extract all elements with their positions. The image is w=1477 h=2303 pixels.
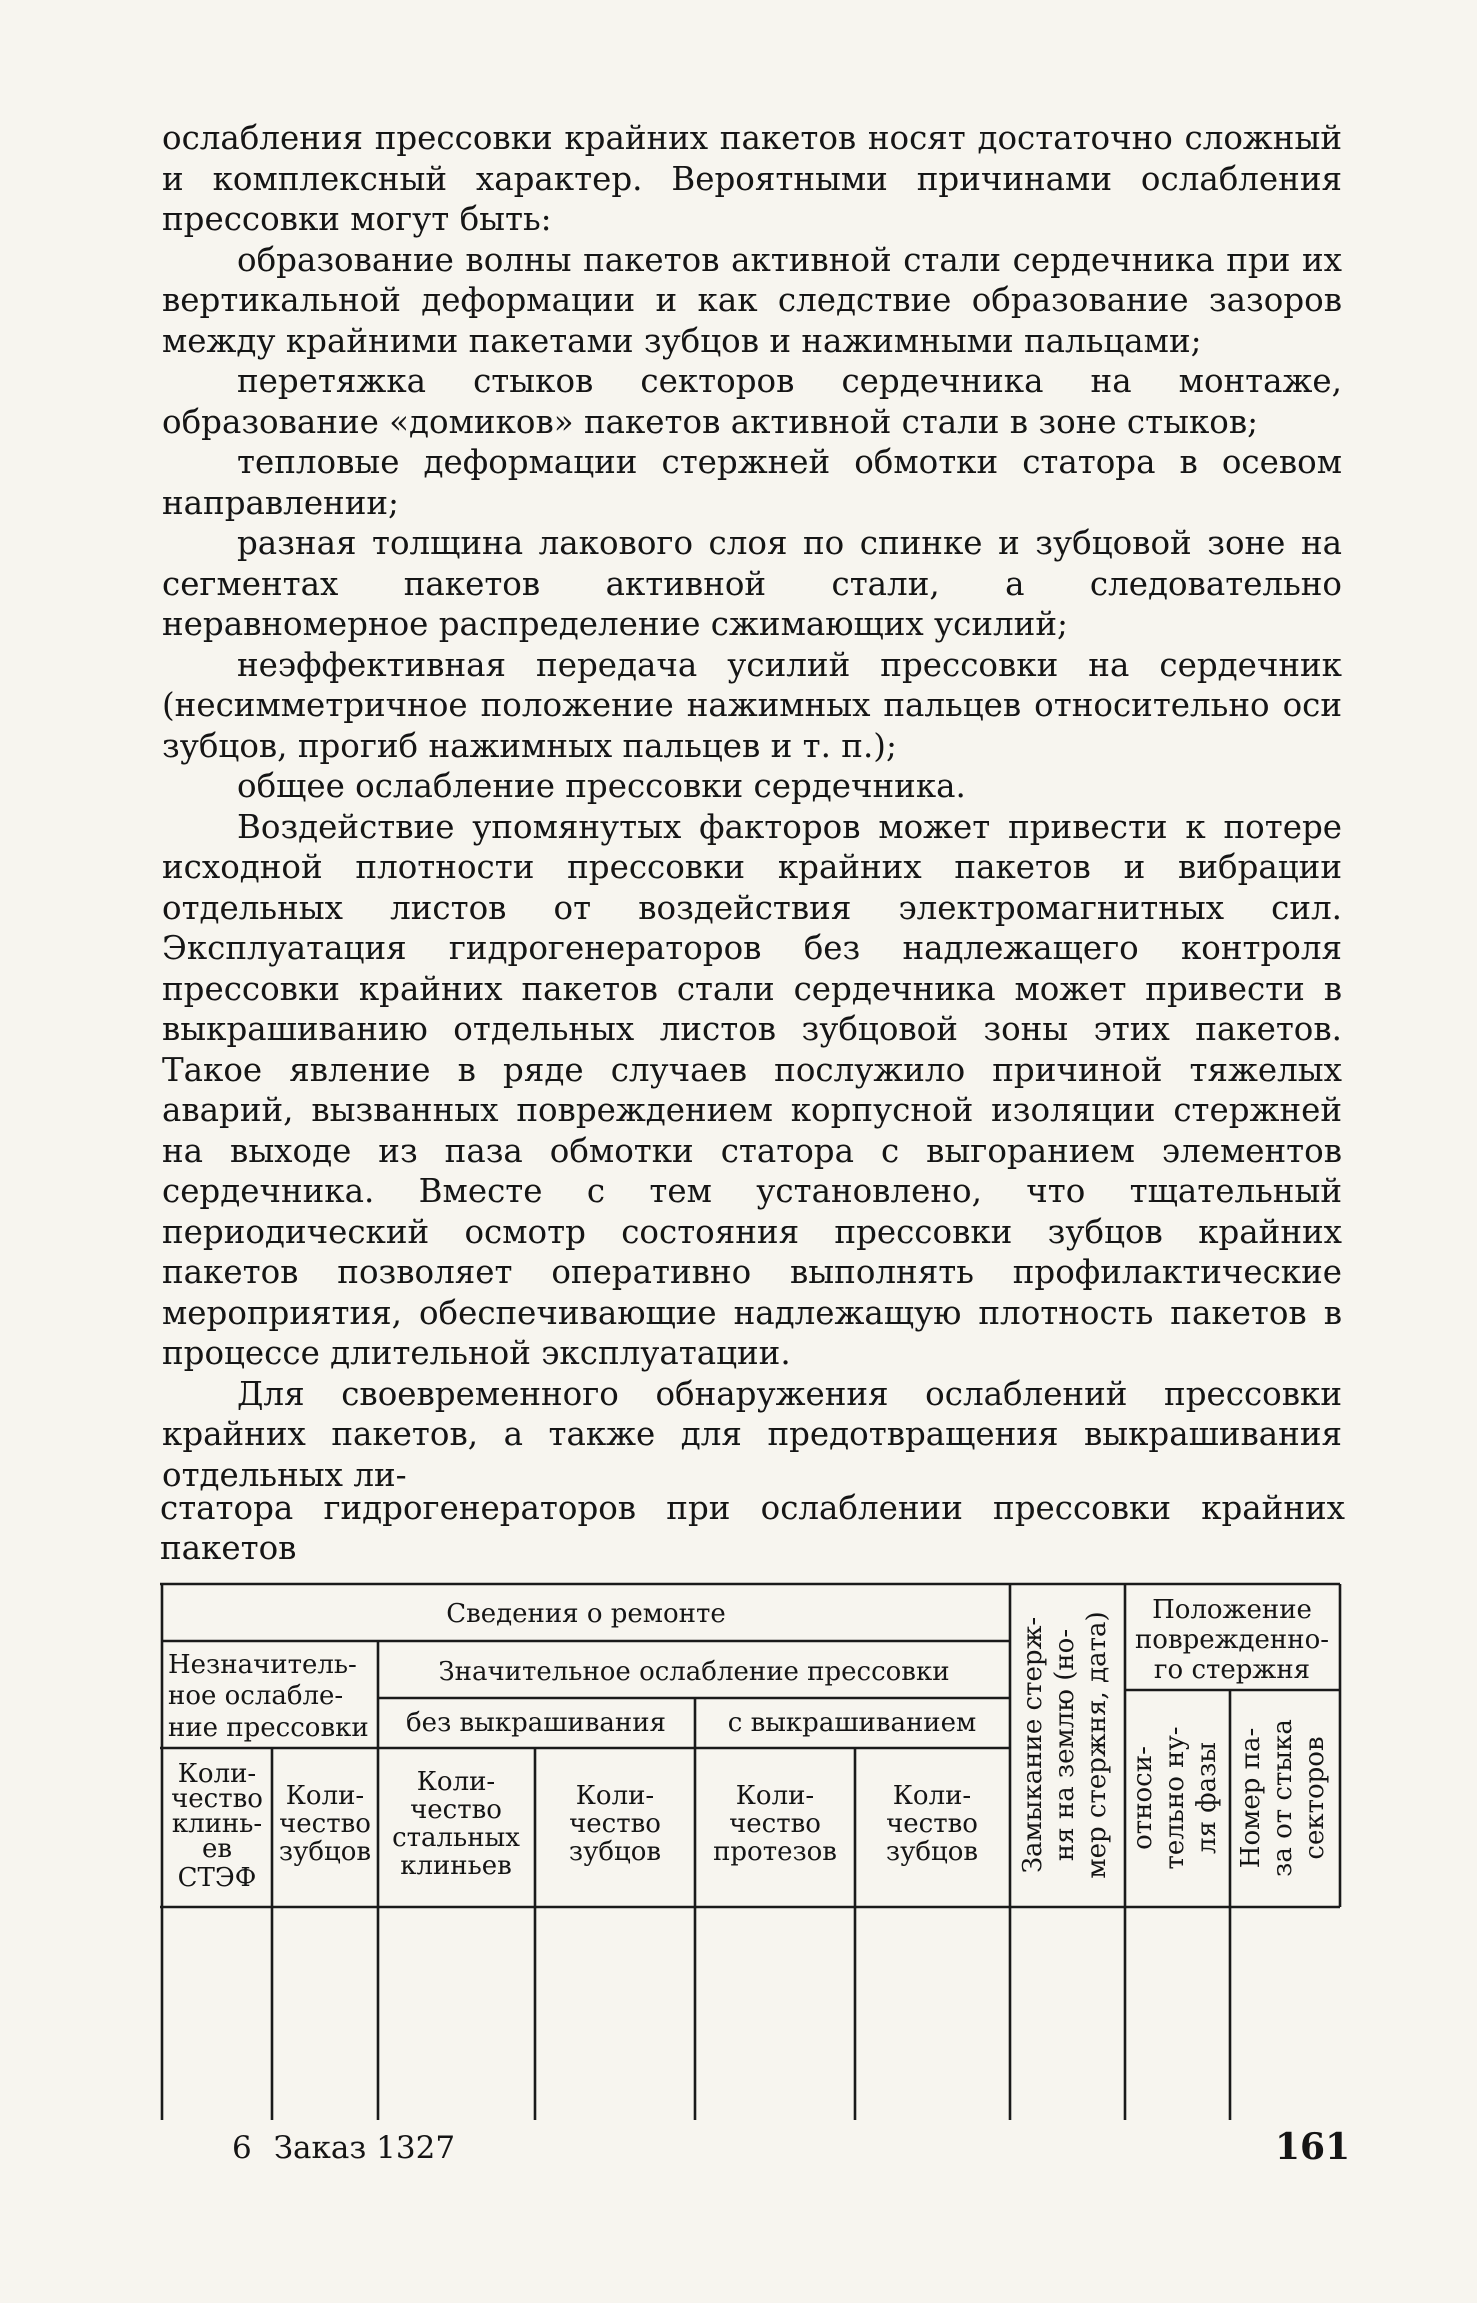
paragraph: Воздействие упомянутых факторов может привести к потере исходной плотности прессовки крайних пакетов и вибрации отдельных листов от воздействия электромагнитных сил. Эксплуатация гидрогенераторов без надлежащего контроля прессовки крайних пакетов стали сердечника может привести в выкрашиванию отдельных листов зубцовой зоны этих пакетов. Такое явление в ряде случаев послужило причиной тяжелых аварий, вызванных повреждением корпусной изоляции стержней на выходе из паза обмотки статора с выгоранием элементов сердечника. Вместе с тем установлено, что тщательный периодический осмотр состояния прессовки зубцов крайних пакетов позволяет оперативно выполнять профилактические мероприятия, обеспечивающие надлежащую плотность пакетов в процессе длительной эксплуатации.: [162, 807, 1342, 1372]
col-prostheses-line3: протезов: [713, 1837, 837, 1867]
col-teeth-a-line2: чество: [279, 1809, 371, 1839]
paragraph: разная толщина лакового слоя по спинке и зубцовой зоне на сегментах пакетов активной стали, а следовательно неравномерное распределение сжимающих усилий;: [162, 524, 1342, 643]
header-major: Значительное ослабление прессовки: [438, 1657, 950, 1687]
paragraph: общее ослабление прессовки сердечника.: [237, 767, 966, 805]
paragraph: перетяжка стыков секторов сердечника на монтаже, образование «домиков» пакетов активной стали в зоне стыков;: [162, 362, 1342, 441]
header-short-line3: мер стержня, дата): [1082, 1611, 1112, 1879]
header-position-line2: поврежденно-: [1134, 1625, 1330, 1655]
signature-number: 6: [232, 2130, 252, 2166]
table-caption: статора гидрогенераторов при ослаблении прессовки крайних пакетов: [160, 1489, 1345, 1567]
header-rel-phase-line2: тельно ну-: [1160, 1726, 1190, 1870]
col-teeth-c-line3: зубцов: [885, 1837, 979, 1867]
col-teeth-c-line1: Коли-: [892, 1781, 972, 1811]
header-chipping: с выкрашиванием: [727, 1708, 977, 1738]
col-teeth-b-line2: чество: [569, 1809, 661, 1839]
header-slot-num-line3: секторов: [1300, 1736, 1330, 1860]
order-label: Заказ: [273, 2130, 367, 2166]
col-teeth-a-line1: Коли-: [285, 1781, 365, 1811]
header-minor-line2: ное ослабле-: [168, 1681, 344, 1711]
header-repair-info: Сведения о ремонте: [446, 1599, 726, 1629]
header-position-line3: го стержня: [1153, 1655, 1311, 1685]
header-minor-line3: ние прессовки: [168, 1713, 369, 1743]
header-position-line1: Положение: [1152, 1595, 1312, 1625]
footer-signature: [232, 2130, 455, 2166]
header-slot-num-line2: за от стыка: [1268, 1719, 1298, 1877]
col-wedges-line5: СТЭФ: [177, 1863, 257, 1893]
header-rel-phase-line1: относи-: [1128, 1746, 1158, 1850]
col-prostheses-line1: Коли-: [735, 1781, 815, 1811]
col-teeth-c-line2: чество: [886, 1809, 978, 1839]
col-teeth-a-line3: зубцов: [278, 1837, 372, 1867]
col-steel-wedges-line1: Коли-: [416, 1767, 496, 1797]
col-wedges-line3: клинь-: [171, 1809, 263, 1839]
header-slot-num-line1: Номер па-: [1236, 1727, 1266, 1869]
col-wedges-line4: ев: [201, 1834, 233, 1864]
header-short-line2: ня на землю (но-: [1050, 1628, 1080, 1862]
paragraph: ослабления прессовки крайних пакетов носят достаточно сложный и комплексный характер. Вероятными причинами ослабления прессовки могут быть:: [162, 119, 1342, 238]
header-short-line1: Замыкание стерж-: [1018, 1616, 1048, 1874]
col-wedges-line2: чество: [171, 1784, 263, 1814]
header-no-chipping: без выкрашивания: [406, 1708, 666, 1738]
paragraph: образование волны пакетов активной стали сердечника при их вертикальной деформации и как следствие образование зазоров между крайними пакетами зубцов и нажимными пальцами;: [162, 240, 1342, 360]
col-steel-wedges-line2: чество: [410, 1795, 502, 1825]
col-prostheses-line2: чество: [729, 1809, 821, 1839]
col-teeth-b-line3: зубцов: [568, 1837, 662, 1867]
page-number: 161: [1275, 2126, 1351, 2168]
col-steel-wedges-line4: клиньев: [400, 1851, 512, 1881]
col-steel-wedges-line3: стальных: [392, 1823, 520, 1853]
col-teeth-b-line1: Коли-: [575, 1781, 655, 1811]
header-rel-phase-line3: ля фазы: [1192, 1742, 1222, 1854]
col-wedges-line1: Коли-: [177, 1759, 257, 1789]
paragraph: неэффективная передача усилий прессовки на сердечник (несимметричное положение нажимных пальцев относительно оси зубцов, прогиб нажимных пальцев и т. п.);: [162, 645, 1342, 765]
paragraph: Для своевременного обнаружения ослаблений прессовки крайних пакетов, а также для предотвращения выкрашивания отдельных ли-: [162, 1374, 1342, 1494]
paragraph: тепловые деформации стержней обмотки статора в осевом направлении;: [162, 443, 1342, 522]
order-number: 1327: [376, 2130, 456, 2166]
header-minor-line1: Незначитель-: [168, 1650, 357, 1680]
